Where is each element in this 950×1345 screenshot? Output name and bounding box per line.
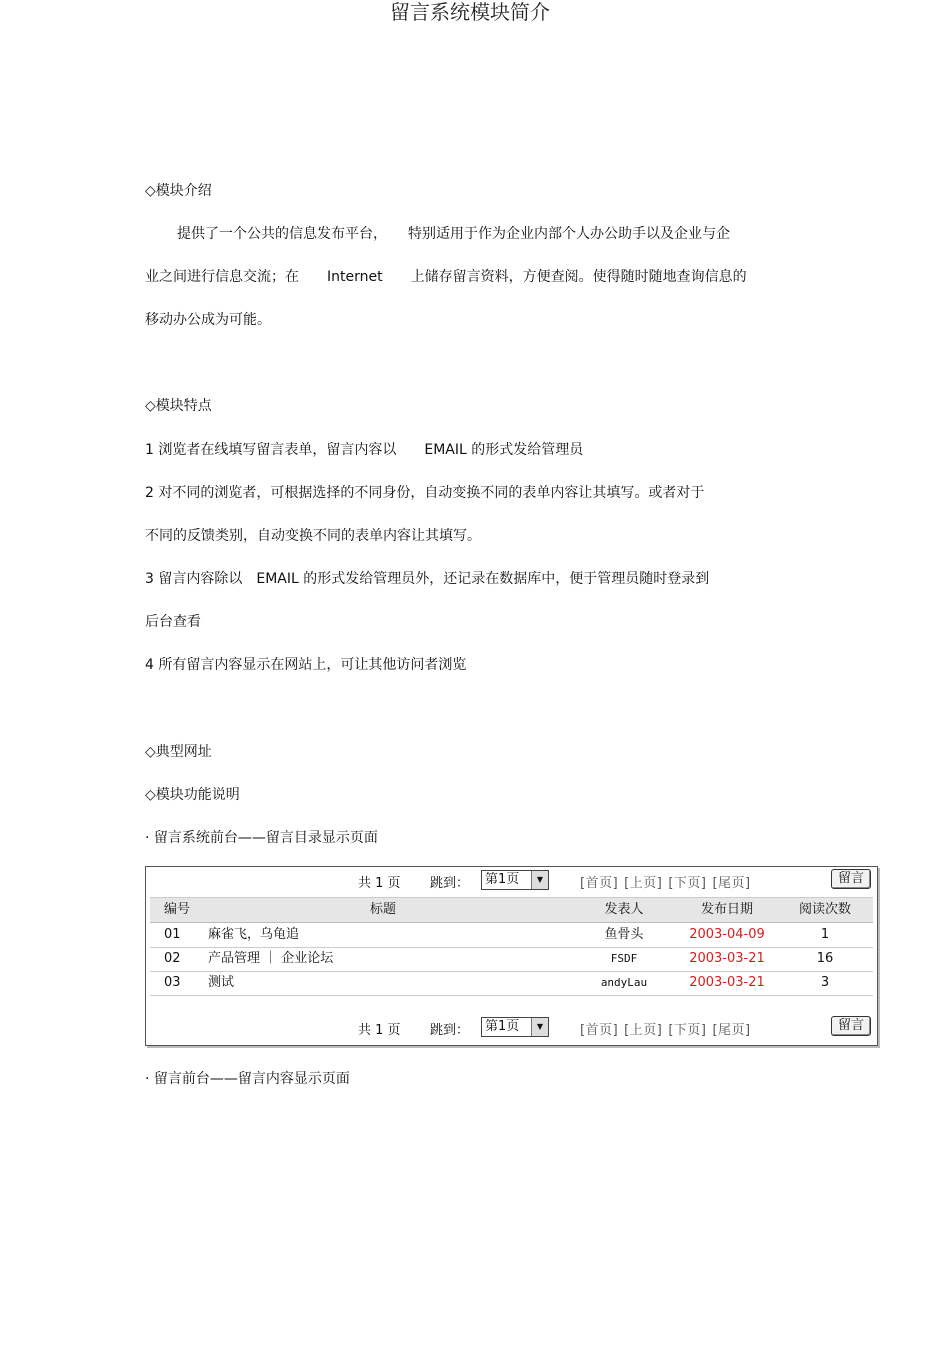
page-total: 共 1 页	[358, 876, 401, 891]
header-author: 发表人	[604, 902, 644, 917]
row-author: FSDF	[610, 952, 638, 965]
table-header	[150, 897, 873, 923]
intro-paragraph-line: 提供了一个公共的信息发布平台， 特别适用于作为企业内部个人办公助手以及企业与企	[177, 226, 730, 242]
jump-label: 跳到：	[430, 1023, 470, 1038]
row-date: 2003-03-21	[689, 975, 765, 990]
section-heading-intro: ◇模块介绍	[145, 183, 212, 199]
page-select-value: 第1页	[485, 872, 520, 887]
row-reads: 16	[816, 951, 834, 966]
row-author: andyLau	[600, 976, 648, 989]
row-title-link[interactable]: 麻雀飞，乌龟追	[208, 927, 300, 942]
prev-page-link[interactable]: [上页]	[624, 1023, 663, 1038]
section-heading-functions: ◇模块功能说明	[145, 787, 240, 803]
table-row	[150, 923, 873, 948]
table-row	[150, 947, 873, 972]
row-no: 03	[164, 975, 181, 990]
first-page-link[interactable]: [首页]	[580, 1023, 619, 1038]
page-select[interactable]	[481, 1017, 549, 1037]
feature-item: 3 留言内容除以 EMAIL 的形式发给管理员外，还记录在数据库中，便于管理员随时登录到	[145, 571, 710, 587]
next-page-link[interactable]: [下页]	[668, 1023, 707, 1038]
page-select[interactable]	[481, 870, 549, 890]
feature-item: 2 对不同的浏览者，可根据选择的不同身份，自动变换不同的表单内容让其填写。或者对于	[145, 485, 705, 501]
row-date: 2003-04-09	[689, 927, 765, 942]
row-reads: 1	[820, 927, 830, 942]
function-item: · 留言系统前台——留言目录显示页面	[145, 830, 378, 846]
row-title-link[interactable]: 测试	[208, 975, 235, 990]
pager-top	[146, 867, 877, 893]
first-page-link[interactable]: [首页]	[580, 876, 619, 891]
message-list-screenshot	[145, 866, 878, 1046]
row-reads: 3	[820, 975, 830, 990]
feature-item: 4 所有留言内容显示在网站上，可让其他访问者浏览	[145, 657, 467, 673]
page-title: 留言系统模块简介	[390, 0, 550, 24]
section-heading-sites: ◇典型网址	[145, 744, 212, 760]
pager-links	[580, 872, 757, 891]
row-no: 02	[164, 951, 181, 966]
pager-links	[580, 1019, 757, 1038]
feature-item: 不同的反馈类别，自动变换不同的表单内容让其填写。	[145, 528, 481, 544]
row-date: 2003-03-21	[689, 951, 765, 966]
post-message-button[interactable]: 留言	[831, 869, 871, 889]
next-page-link[interactable]: [下页]	[668, 876, 707, 891]
intro-paragraph-line: 业之间进行信息交流；在 Internet 上储存留言资料，方便查阅。使得随时随地查询信息的	[145, 269, 747, 285]
section-heading-features: ◇模块特点	[145, 398, 212, 414]
jump-label: 跳到：	[430, 876, 470, 891]
last-page-link[interactable]: [尾页]	[712, 876, 751, 891]
feature-item: 后台查看	[145, 614, 201, 630]
row-no: 01	[164, 927, 181, 942]
row-title-link[interactable]: 产品管理 ｜ 企业论坛	[208, 951, 334, 966]
table-row	[150, 971, 873, 996]
prev-page-link[interactable]: [上页]	[624, 876, 663, 891]
header-no: 编号	[164, 902, 191, 917]
pager-bottom	[146, 1014, 877, 1040]
feature-item: 1 浏览者在线填写留言表单，留言内容以 EMAIL 的形式发给管理员	[145, 442, 584, 458]
page-total: 共 1 页	[358, 1023, 401, 1038]
function-item: · 留言前台——留言内容显示页面	[145, 1071, 350, 1087]
header-reads: 阅读次数	[798, 902, 851, 917]
page-select-value: 第1页	[485, 1019, 520, 1034]
intro-paragraph-line: 移动办公成为可能。	[145, 312, 271, 328]
dropdown-arrow-icon[interactable]: ▼	[531, 871, 548, 889]
header-title: 标题	[370, 902, 397, 917]
post-message-button[interactable]: 留言	[831, 1016, 871, 1036]
row-author: 鱼骨头	[604, 927, 644, 942]
last-page-link[interactable]: [尾页]	[712, 1023, 751, 1038]
dropdown-arrow-icon[interactable]: ▼	[531, 1018, 548, 1036]
header-date: 发布日期	[700, 902, 753, 917]
